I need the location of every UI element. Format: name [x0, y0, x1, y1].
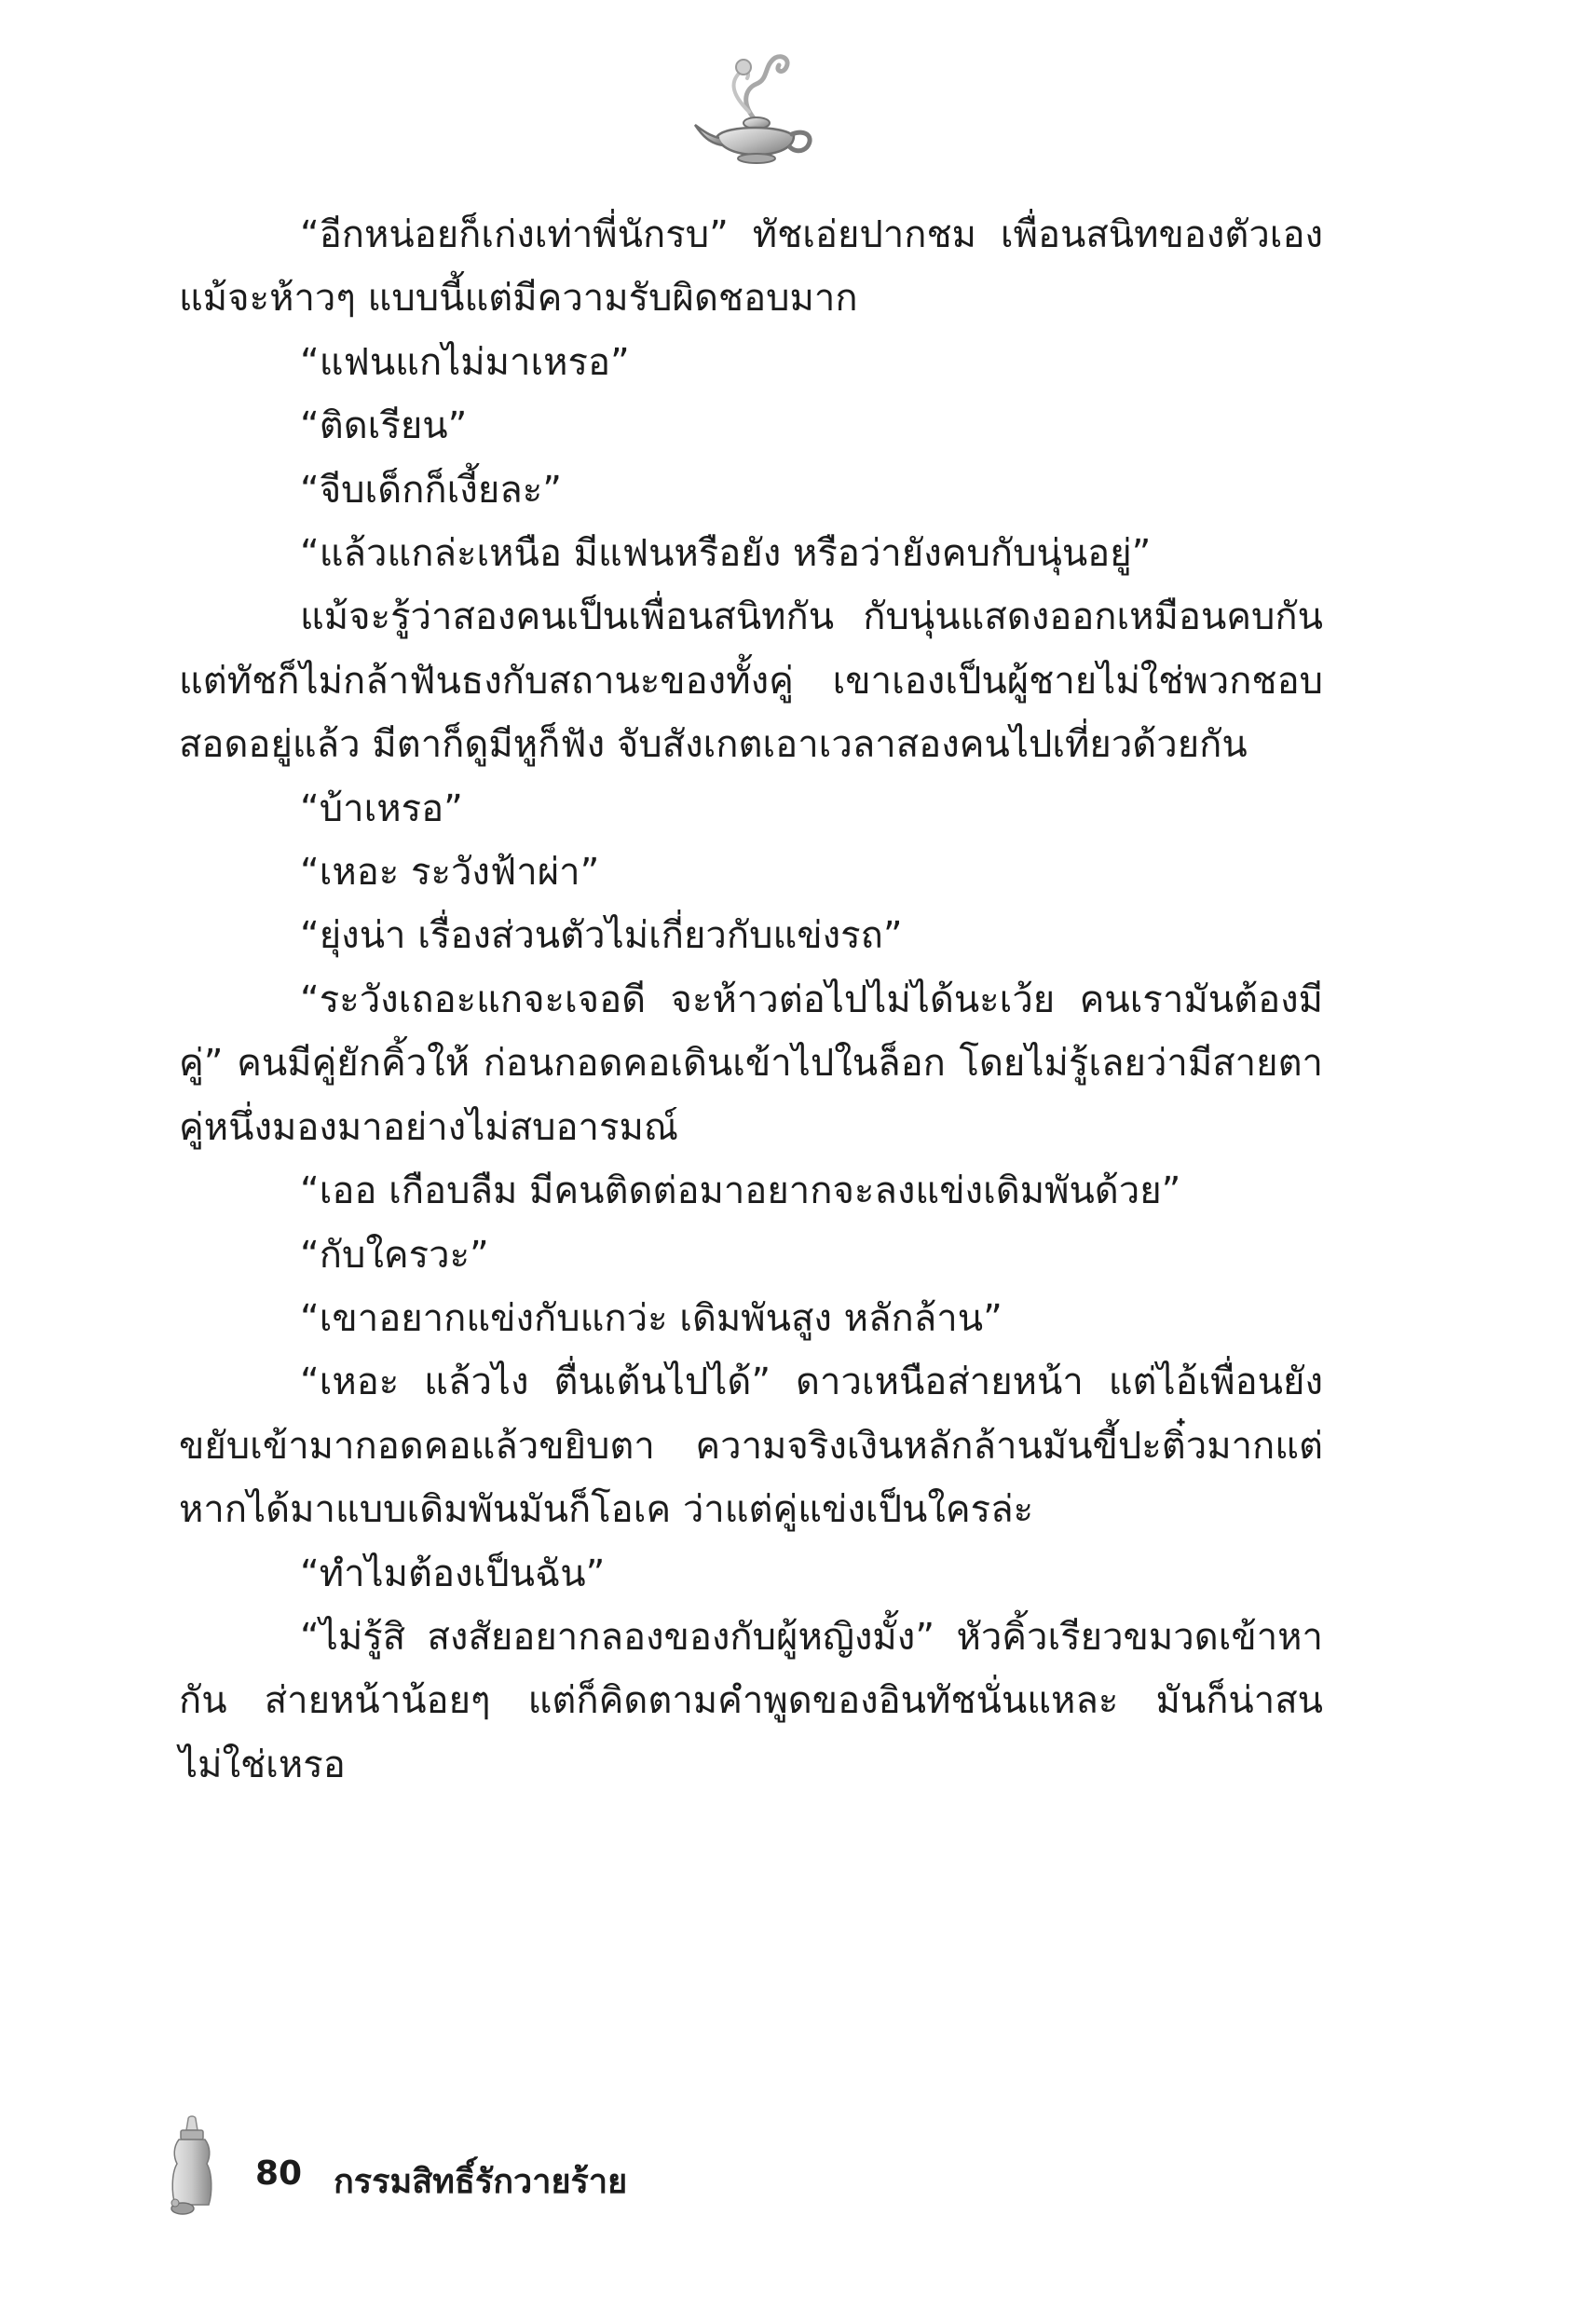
paragraph: “จีบเด็กก็เงี้ยละ”: [300, 468, 562, 512]
paragraph: “กับใครวะ”: [300, 1233, 489, 1277]
paragraph: “เหอะ ระวังฟ้าผ่า”: [300, 851, 600, 895]
paragraph: แม้จะรู้ว่าสองคนเป็นเพื่อนสนิทกัน กับนุ่นแสดงออกเหมือนคบกัน แต่ทัชก็ไม่กล้าฟันธงกับสถานะของทั้งคู่ เขาเองเป็นผู้ชายไม่ใช่พวกชอบสอดอยู่แล้ว มีตาก็ดูมีหูก็ฟัง จับสังเกตเอาเวลาสองคนไปเที่ยวด้วยกัน: [179, 595, 1323, 767]
paragraph: “บ้าเหรอ”: [300, 786, 463, 830]
paragraph: “ยุ่งน่า เรื่องส่วนตัวไม่เกี่ยวกับแข่งรถ”: [300, 914, 903, 958]
paragraph: “ไม่รู้สิ สงสัยอยากลองของกับผู้หญิงมั้ง” หัวคิ้วเรียวขมวดเข้าหากัน ส่ายหน้าน้อยๆ แต่ก็คิดตามคำพูดของอินทัชนั่นแหละ มันก็น่าสนไม่ใช่เหรอ: [179, 1615, 1323, 1786]
body-text: [179, 203, 1323, 1797]
book-title: กรรมสิทธิ์รักวายร้าย: [334, 2163, 628, 2201]
paragraph: “เหอะ แล้วไง ตื่นเต้นไปได้” ดาวเหนือส่ายหน้า แต่ไอ้เพื่อนยังขยับเข้ามากอดคอแล้วขยิบตา ความจริงเงินหลักล้านมันขี้ปะติ๋วมากแต่หากได้มาแบบเดิมพันมันก็โอเค ว่าแต่คู่แข่งเป็นใครล่ะ: [179, 1361, 1323, 1532]
paragraph: “ติดเรียน”: [300, 404, 468, 448]
paragraph: “ทำไมต้องเป็นฉัน”: [300, 1552, 606, 1595]
paragraph: “แฟนแกไม่มาเหรอ”: [300, 340, 630, 384]
paragraph: “ระวังเถอะแกจะเจอดี จะห้าวต่อไปไม่ได้นะเว้ย คนเรามันต้องมีคู่” คนมีคู่ยักคิ้วให้ ก่อนกอดคอเดินเข้าไปในล็อก โดยไม่รู้เลยว่ามีสายตาคู่หนึ่งมองมาอย่างไม่สบอารมณ์: [179, 978, 1323, 1149]
paragraph: “แล้วแกล่ะเหนือ มีแฟนหรือยัง หรือว่ายังคบกับนุ่นอยู่”: [300, 532, 1152, 576]
page-footer: [166, 2115, 818, 2218]
paragraph: “เขาอยากแข่งกับแกว่ะ เดิมพันสูง หลักล้าน”: [300, 1296, 1003, 1340]
paragraph: “เออ เกือบลืม มีคนติดต่อมาอยากจะลงแข่งเดิมพันด้วย”: [300, 1169, 1181, 1213]
paragraph: “อีกหน่อยก็เก่งเท่าพี่นักรบ” ทัชเอ่ยปากชม เพื่อนสนิทของตัวเองแม้จะห้าวๆ แบบนี้แต่มีความรับผิดชอบมาก: [179, 213, 1323, 321]
page-number: 80: [255, 2154, 303, 2193]
baby-bottle-icon: [166, 2115, 218, 2216]
genie-lamp-icon: [689, 47, 820, 168]
